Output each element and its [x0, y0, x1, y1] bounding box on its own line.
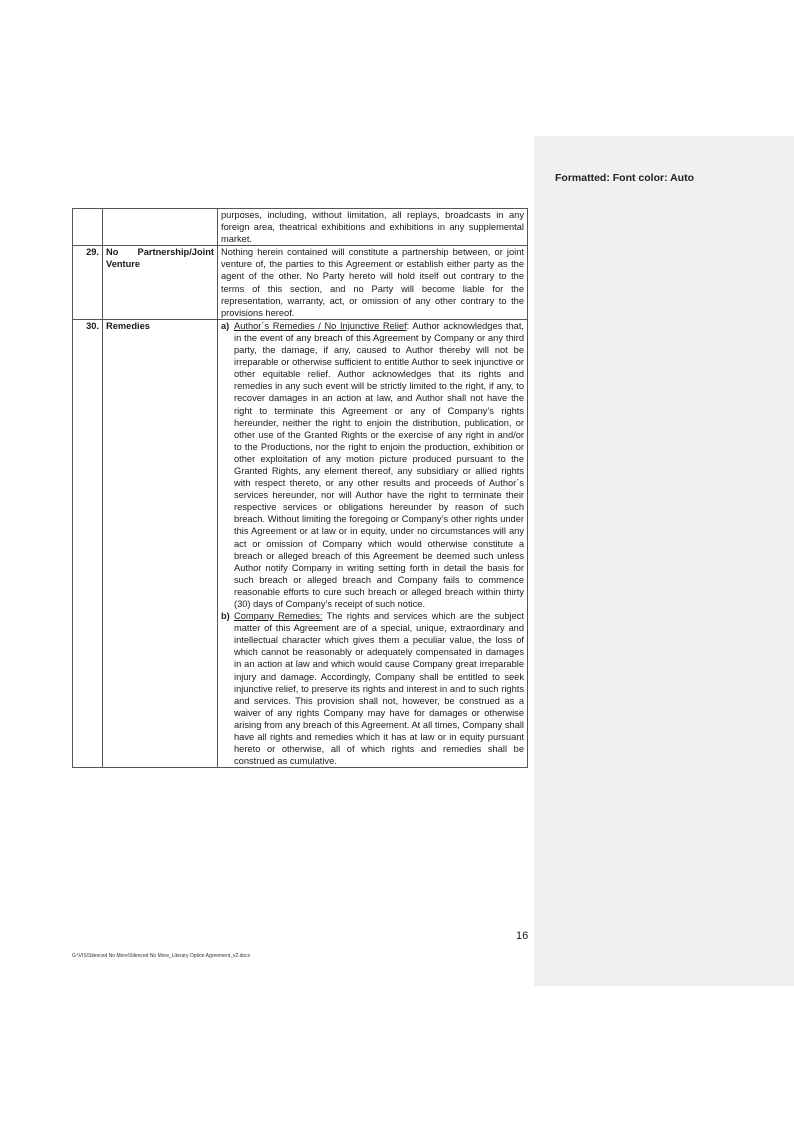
clause-heading-line: No Partnership/Joint	[106, 247, 214, 258]
clause-number	[73, 209, 103, 246]
clause-number: 30.	[73, 319, 103, 767]
clause-heading	[103, 246, 218, 320]
contract-table	[72, 208, 528, 768]
sub-clause-marker: b)	[221, 611, 230, 622]
sub-clause-marker: a)	[221, 320, 230, 331]
clause-body	[218, 319, 528, 767]
clause-text: purposes, including, without limitation, all replays, broadcasts in any foreign area, theatrical exhibitions and exhibitions in any supplemental market.	[218, 209, 528, 246]
sub-clause-body: : Author acknowledges that, in the event of any breach of this Agreement by Company or any third party, the damage, if any, caused to Author thereby will not be irreparable or otherwise sufficient to entitle Author to seek injunctive or other equitable relief. Author acknowledges that its rights and remedies in any such event will be strictly limited to the right, if any, to recover damages in an action at law, and Author shall not have the right to terminate this Agreement or any of Company’s rights hereunder, neither the right to enjoin the distribution, publication, or other use of the Granted Rights or the exercise of any right in and/or to the Productions, nor the right to enjoin the production, exhibition or other exploitation of any motion picture produced pursuant to the Granted Rights, any element thereof, any subsidiary or allied rights with respect thereto, or any other results and proceeds of Author´s services hereunder, nor will Author have the right to terminate their respective services or obligations hereunder by reason of such breach. Without limiting the foregoing or Company’s other rights under this Agreement or at law or in equity, under no circumstances will any act or omission of Company which would otherwise constitute a breach or alleged breach of this Agreement be deemed such unless Author notify Company in writing setting forth in detail the basis for such breach or alleged breach and Company fails to commence reasonable efforts to cure such breach or alleged breach within thirty (30) days of Company’s receipt of such notice.	[234, 320, 525, 609]
table-row	[73, 246, 528, 320]
sub-clause-body: The rights and services which are the subject matter of this Agreement are of a special, unique, extraordinary and intellectual character which gives them a peculiar value, the loss of which cannot be reasonably or adequately compensated in damages in an action at law and which would cause Company great irreparable injury and damage. Accordingly, Company shall be entitled to seek injunctive relief, to preserve its rights and interest in and to such rights and services. This provision shall not, however, be construed as a waiver of any rights Company may have for damages or otherwise arising from any breach of this Agreement. At all times, Company shall have all rights and remedies which it has at law or in equity pursuant hereto or otherwise, all of which rights and remedies shall be construed as cumulative.	[234, 611, 524, 767]
sub-clause-title: Author´s Remedies / No Injunctive Relief	[234, 320, 407, 331]
table-row	[73, 209, 528, 246]
sub-clause	[221, 610, 524, 767]
comment-pane	[534, 136, 794, 986]
clause-heading: Remedies	[103, 319, 218, 767]
sub-clause-text	[234, 610, 524, 767]
clause-number: 29.	[73, 246, 103, 320]
clause-heading	[103, 209, 218, 246]
sub-clause	[221, 320, 524, 610]
clause-text: Nothing herein contained will constitute a partnership between, or joint venture of, the parties to this Agreement or establish either party as the agent of the other. No Party hereto will hold itself out contrary to the terms of this section, and no Party will become liable for the representation, warranty, act, or omission of any other contrary to the provisions hereof.	[218, 246, 528, 320]
clause-heading-line: Venture	[106, 259, 141, 270]
sub-clause-title: Company Remedies:	[234, 611, 323, 622]
footer-file-path: G:\VIS\Silenced No More\Silenced No More_Literary Option Agreement_v2.docx	[72, 953, 251, 959]
sub-clause-text	[234, 320, 524, 610]
comment-label: Formatted: Font color: Auto	[555, 172, 695, 184]
table-row	[73, 319, 528, 767]
page-number: 16	[516, 930, 529, 942]
